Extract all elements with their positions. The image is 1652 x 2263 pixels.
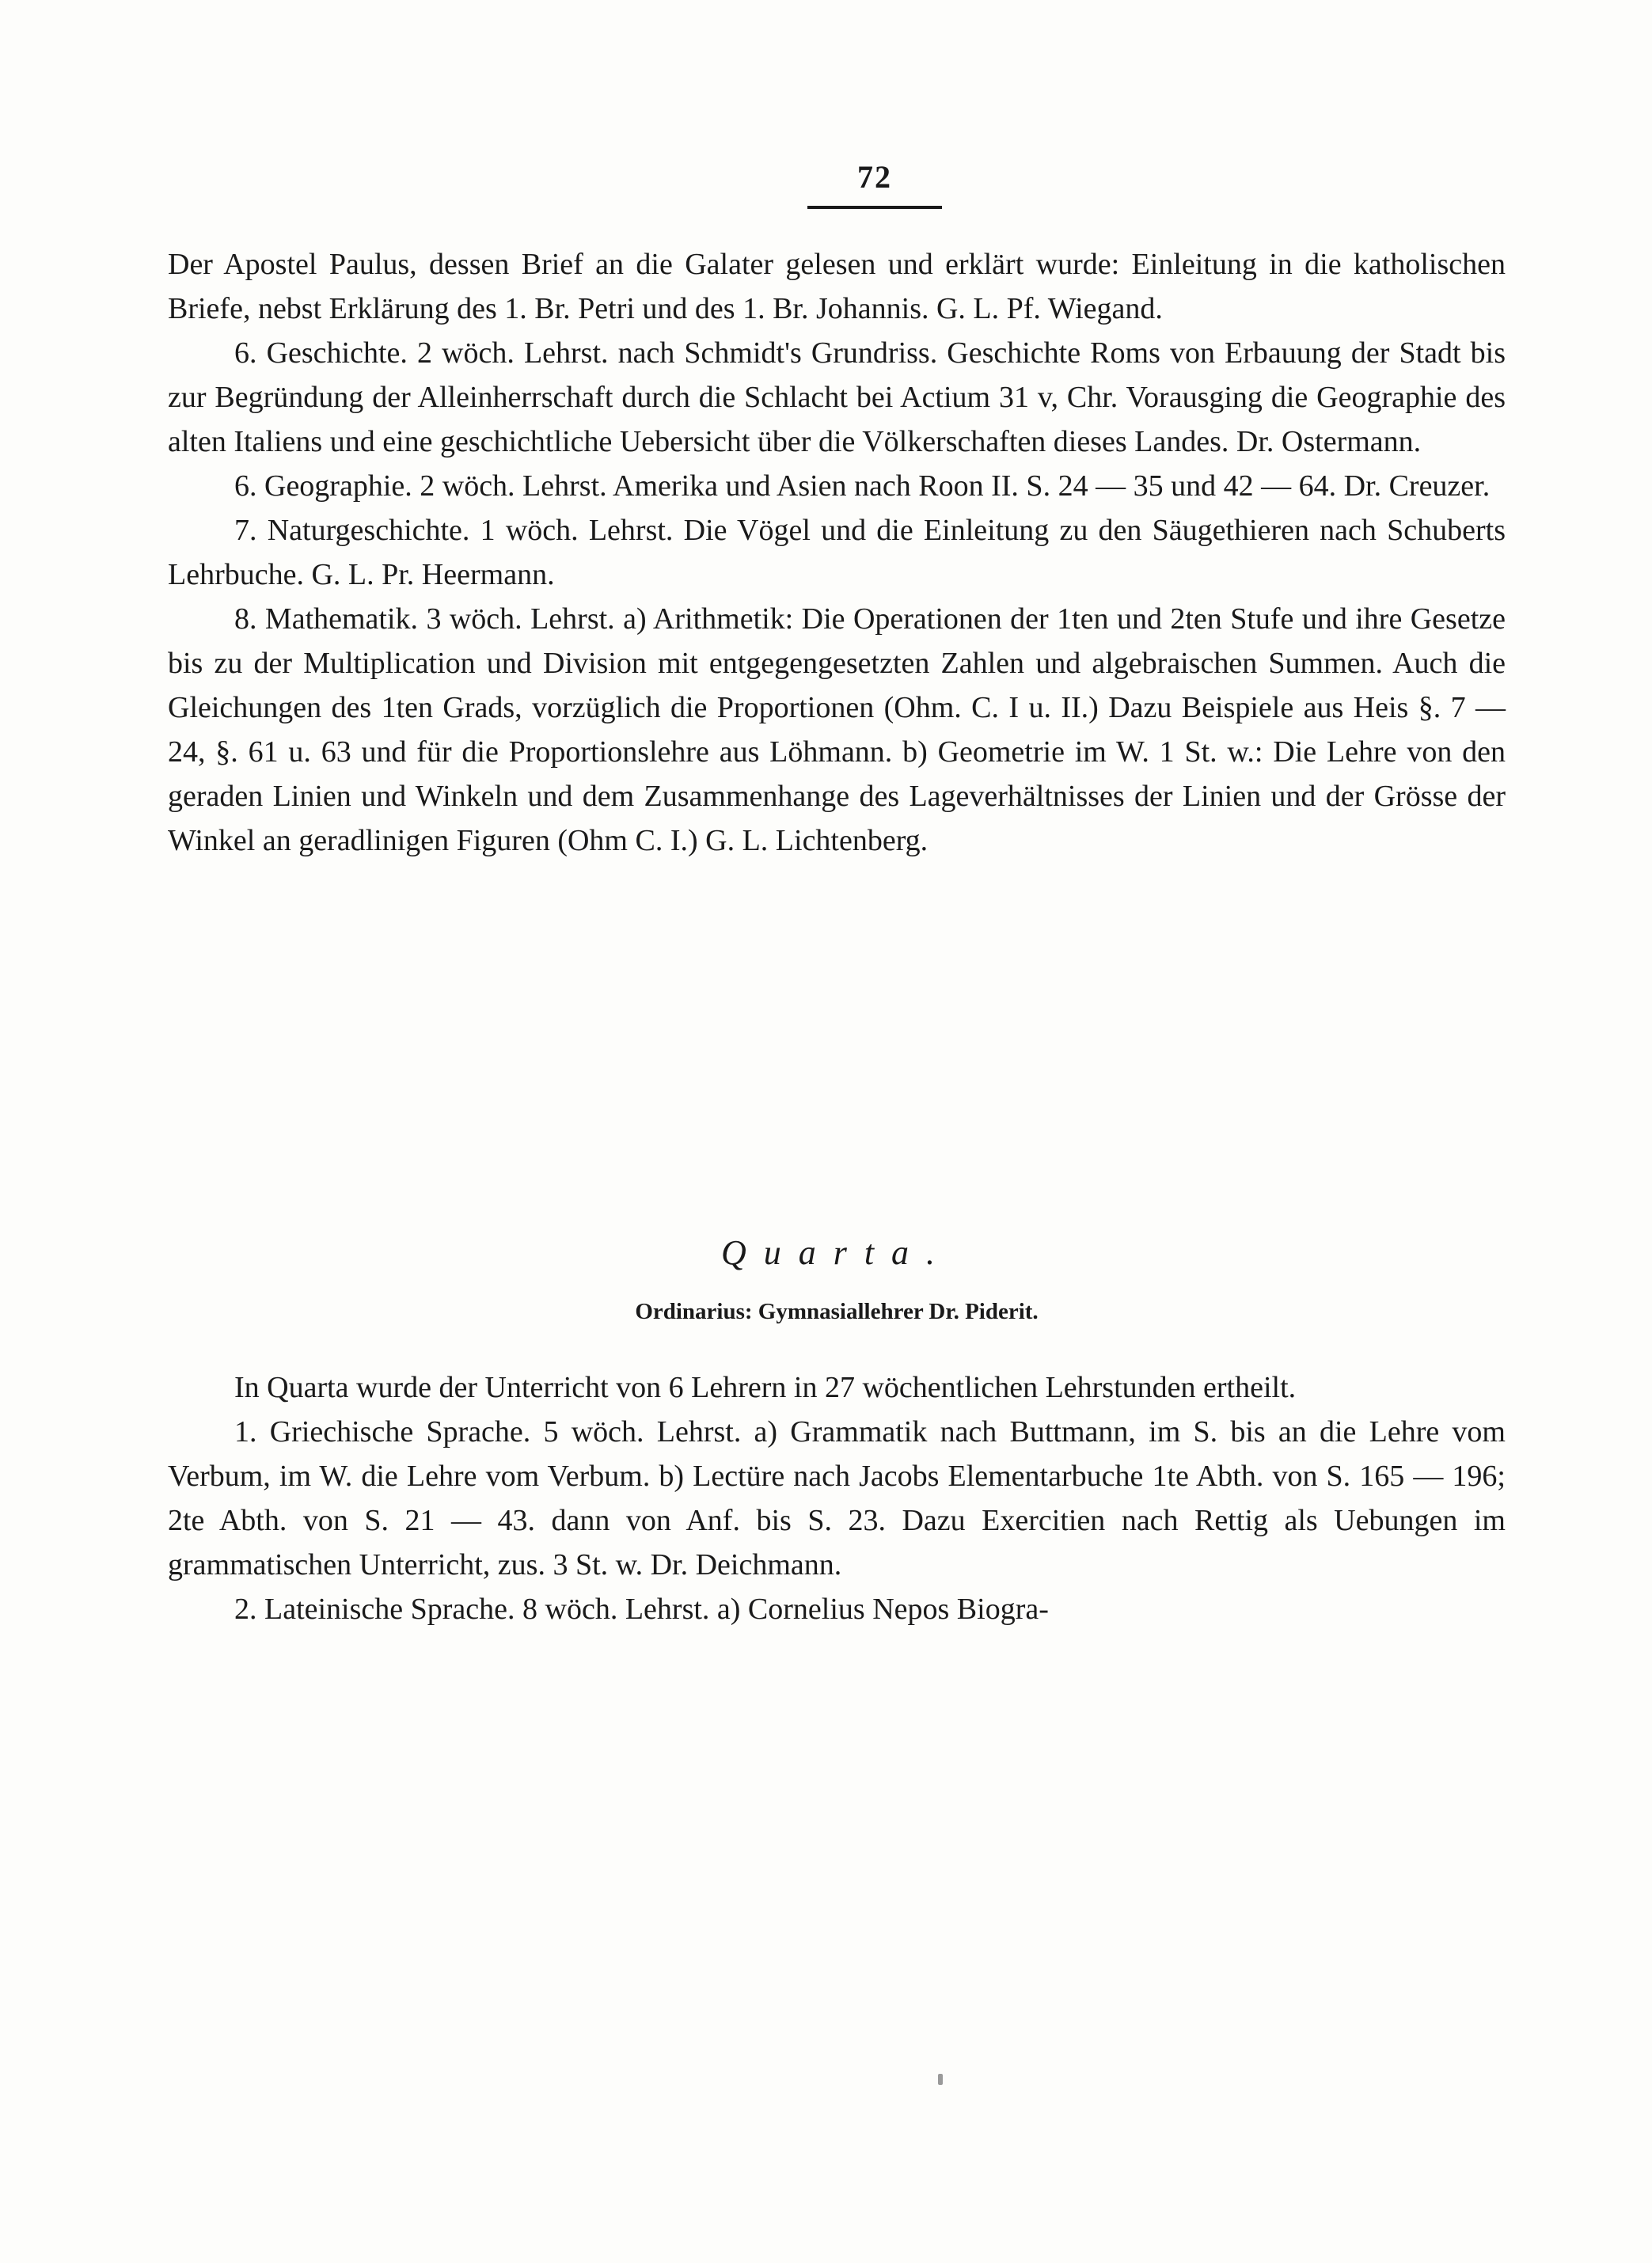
section-tertia-continued xyxy=(168,242,1506,863)
paragraph-quarta-intro: In Quarta wurde der Unterricht von 6 Lehrern in 27 wöchentlichen Lehrstunden ertheilt. xyxy=(234,1371,1297,1404)
paragraph-naturgeschichte: 7. Naturgeschichte. 1 wöch. Lehrst. Die Vögel und die Einleitung zu den Säugethieren nach Schuberts Lehrbuche. G. L. Pr. Heermann. xyxy=(168,514,1506,591)
page-number-rule xyxy=(807,206,942,209)
section-quarta xyxy=(168,1365,1506,1631)
paragraph-lateinische-sprache: 2. Lateinische Sprache. 8 wöch. Lehrst. a) Cornelius Nepos Biogra- xyxy=(234,1593,1049,1626)
page-number: 72 xyxy=(857,159,892,195)
paragraph-griechische-sprache: 1. Griechische Sprache. 5 wöch. Lehrst. a) Grammatik nach Buttmann, im S. bis an die Lehre vom Verbum, im W. die Lehre vom Verbum. b) Lectüre nach Jacobs Elementarbuche 1te Abth. von S. 165 — 196; 2te Abth. von S. 21 — 43. dann von Anf. bis S. 23. Dazu Exercitien nach Rettig als Uebungen im grammatischen Unterricht, zus. 3 St. w. Dr. Deichmann. xyxy=(168,1415,1506,1581)
section-heading-quarta: Quarta. xyxy=(720,1233,953,1272)
paragraph-geschichte: 6. Geschichte. 2 wöch. Lehrst. nach Schmidt's Grundriss. Geschichte Roms von Erbauung der Stadt bis zur Begründung der Alleinherrschaft durch die Schlacht bei Actium 31 v, Chr. Vorausging die Geographie des alten Italiens und eine geschichtliche Uebersicht über die Völkerschaften dieses Landes. Dr. Ostermann. xyxy=(168,336,1506,458)
paper-speck xyxy=(938,2074,943,2085)
paragraph-mathematik: 8. Mathematik. 3 wöch. Lehrst. a) Arithmetik: Die Operationen der 1ten und 2ten Stufe und ihre Gesetze bis zu der Multiplication und Division mit entgegengesetzten Zahlen und algebraischen Summen. Auch die Gleichungen des 1ten Grads, vorzüglich die Proportionen (Ohm. C. I u. II.) Dazu Beispiele aus Heis §. 7 — 24, §. 61 u. 63 und für die Proportionslehre aus Löhmann. b) Geometrie im W. 1 St. w.: Die Lehre von den geraden Linien und Winkeln und dem Zusammenhange des Lageverhältnisses der Linien und der Grösse der Winkel an geradlinigen Figuren (Ohm C. I.) G. L. Lichtenberg. xyxy=(168,602,1506,857)
ordinarius-line: Ordinarius: Gymnasiallehrer Dr. Piderit. xyxy=(635,1299,1039,1324)
paragraph-geographie: 6. Geographie. 2 wöch. Lehrst. Amerika und Asien nach Roon II. S. 24 — 35 und 42 — 64. Dr. Creuzer. xyxy=(234,469,1491,503)
paragraph-religion-continued: Der Apostel Paulus, dessen Brief an die Galater gelesen und erklärt wurde: Einleitung in die katholischen Briefe, nebst Erklärung des 1. Br. Petri und des 1. Br. Johannis. G. L. Pf. Wiegand. xyxy=(168,248,1506,325)
